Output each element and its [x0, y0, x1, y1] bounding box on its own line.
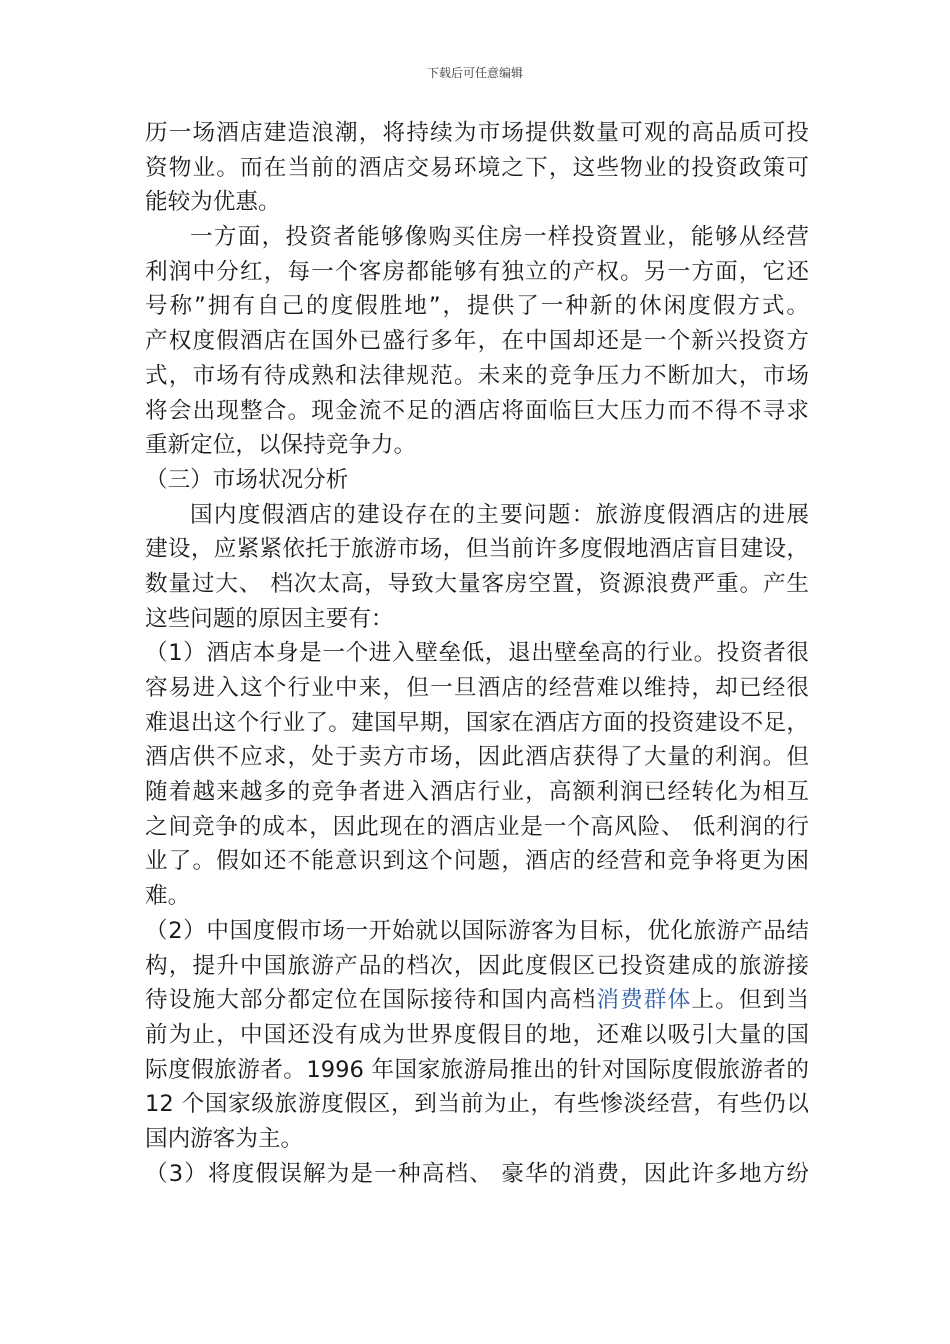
text-line: 重新定位，以保持竞争力。 — [145, 432, 417, 459]
text-line: 12 个国家级旅游度假区，到当前为止，有些惨淡经营，有些仍以 — [145, 1091, 809, 1118]
text-line: 之间竞争的成本，因此现在的酒店业是一个高风险、 低利润的行 — [145, 813, 809, 840]
text-line-with-link — [145, 983, 809, 1018]
text-line: 利润中分红，每一个客房都能够有独立的产权。另一方面，它还 — [145, 258, 809, 285]
consumer-group-link[interactable]: 消费群体 — [596, 987, 692, 1014]
text-line: 建设，应紧紧依托于旅游市场，但当前许多度假地酒店盲目建设， — [145, 536, 809, 563]
text-line: 号称”拥有自己的度假胜地”，提供了一种新的休闲度假方式。 — [145, 293, 809, 320]
text-line: （1）酒店本身是一个进入壁垒低，退出壁垒高的行业。投资者很 — [145, 640, 809, 667]
text-line: 难退出这个行业了。建国早期，国家在酒店方面的投资建设不足， — [145, 709, 809, 736]
document-body — [145, 116, 809, 1191]
text-line: 前为止，中国还没有成为世界度假目的地，还难以吸引大量的国 — [145, 1021, 809, 1048]
text-line: 难。 — [145, 883, 191, 910]
text-line: 容易进入这个行业中来，但一旦酒店的经营难以维持，却已经很 — [145, 675, 809, 701]
text-line: （3）将度假误解为是一种高档、 豪华的消费，因此许多地方纷 — [145, 1160, 809, 1187]
text-line: 将会出现整合。现金流不足的酒店将面临巨大压力而不得不寻求 — [145, 397, 809, 424]
text-line: 业了。假如还不能意识到这个问题，酒店的经营和竞争将更为困 — [145, 848, 809, 875]
section-heading: （三）市场状况分析 — [145, 466, 349, 493]
text-line: 国内游客为主。 — [145, 1125, 304, 1152]
text-line: 产权度假酒店在国外已盛行多年，在中国却还是一个新兴投资方 — [145, 328, 809, 355]
text-line: （2）中国度假市场一开始就以国际游客为目标，优化旅游产品结 — [145, 917, 809, 944]
text-line: 际度假旅游者。1996 年国家旅游局推出的针对国际度假旅游者的 — [145, 1056, 809, 1083]
text-line: 随着越来越多的竞争者进入酒店行业，高额利润已经转化为相互 — [145, 779, 809, 806]
page-header: 下载后可任意编辑 — [426, 66, 523, 80]
text-segment: 上。但到当 — [691, 987, 810, 1014]
text-line: 能较为优惠。 — [145, 189, 281, 216]
text-line: 国内度假酒店的建设存在的主要问题：旅游度假酒店的进展 — [190, 501, 809, 528]
text-line: 一方面，投资者能够像购买住房一样投资置业，能够从经营 — [190, 224, 809, 251]
text-line: 酒店供不应求，处于卖方市场，因此酒店获得了大量的利润。但 — [145, 744, 809, 771]
text-line: 资物业。而在当前的酒店交易环境之下，这些物业的投资政策可 — [145, 154, 809, 181]
text-line: 数量过大、 档次太高，导致大量客房空置，资源浪费严重。产生 — [145, 570, 809, 597]
text-line: 这些问题的原因主要有： — [145, 605, 394, 632]
text-line: 历一场酒店建造浪潮，将持续为市场提供数量可观的高品质可投 — [145, 120, 809, 146]
text-segment: 待设施大部分都定位在国际接待和国内高档 — [145, 987, 597, 1014]
text-line: 式，市场有待成熟和法律规范。未来的竞争压力不断加大，市场 — [145, 362, 809, 389]
text-line: 构，提升中国旅游产品的档次，因此度假区已投资建成的旅游接 — [145, 952, 809, 979]
